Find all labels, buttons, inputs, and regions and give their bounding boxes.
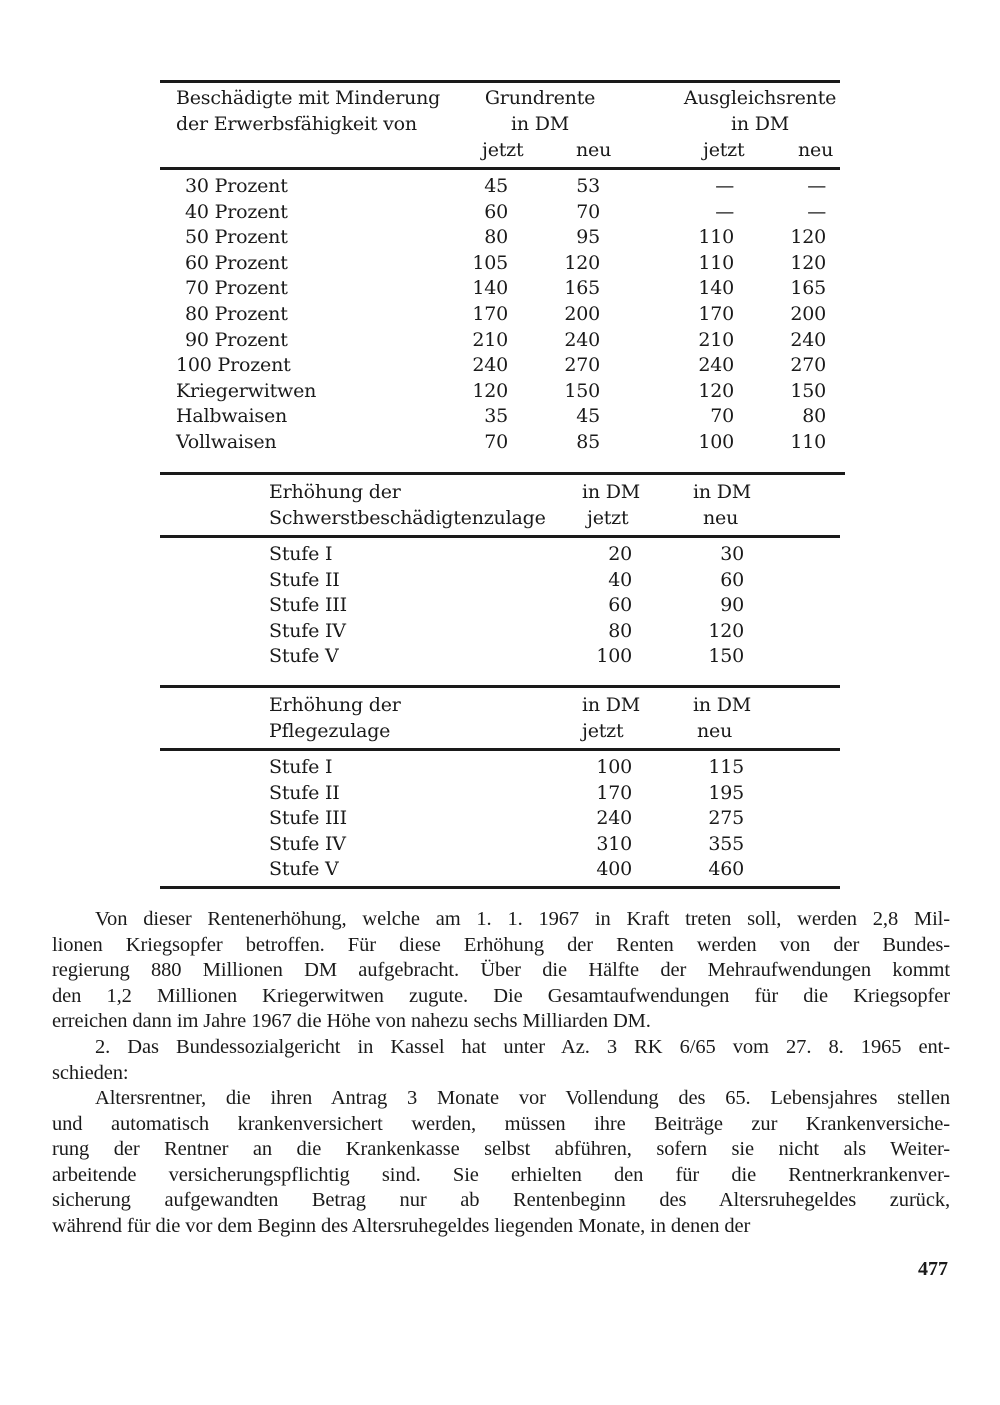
row-label: Stufe IV bbox=[269, 619, 346, 642]
cell-grundrente-neu: 45 bbox=[576, 405, 600, 428]
text-line: schieden: bbox=[52, 1061, 129, 1084]
cell-jetzt: 100 bbox=[596, 756, 632, 778]
cell-grundrente-jetzt: 45 bbox=[484, 175, 508, 197]
table-row bbox=[0, 805, 1000, 831]
cell-jetzt: 20 bbox=[608, 543, 632, 565]
table-row bbox=[0, 250, 1000, 276]
header-grundrente-unit: in DM bbox=[510, 113, 570, 135]
cell-grundrente-jetzt: 80 bbox=[484, 226, 508, 249]
cell-ausgleichsrente-jetzt: 210 bbox=[698, 328, 734, 351]
cell-ausgleichsrente-neu: 110 bbox=[790, 431, 826, 453]
row-label: 50 Prozent bbox=[185, 226, 288, 249]
text-line: 2. Das Bundessozialgericht in Kassel hat unter Az. 3 RK 6/65 vom 27. 8. 1965 ent- bbox=[95, 1036, 950, 1058]
cell-jetzt: 80 bbox=[608, 619, 632, 642]
cell-grundrente-neu: 70 bbox=[576, 200, 600, 223]
cell-grundrente-neu: 95 bbox=[576, 226, 600, 249]
header-group-label-line2: der Erwerbsfähigkeit von bbox=[176, 113, 417, 135]
cell-neu: 150 bbox=[708, 645, 744, 667]
text-line: und automatisch krankenversichert werden, müssen ihre Beiträge zur Krankenversiche- bbox=[52, 1112, 950, 1135]
cell-jetzt: 310 bbox=[596, 832, 632, 855]
cell-jetzt: 400 bbox=[596, 858, 632, 880]
row-label: Vollwaisen bbox=[176, 431, 277, 453]
text-line: erreichen dann im Jahre 1967 die Höhe von nahezu sechs Milliarden DM. bbox=[52, 1010, 651, 1033]
table-row bbox=[0, 643, 1000, 669]
row-label: Stufe II bbox=[269, 568, 340, 591]
cell-ausgleichsrente-neu: 150 bbox=[790, 379, 826, 402]
table-row bbox=[0, 173, 1000, 199]
cell-grundrente-jetzt: 105 bbox=[472, 251, 508, 274]
table-row bbox=[0, 567, 1000, 593]
text-line: während für die vor dem Beginn des Altersruhegeldes liegenden Monate, in denen der bbox=[52, 1214, 751, 1237]
header-jetzt-unit: in DM bbox=[582, 694, 641, 716]
paragraph-altersrentner bbox=[52, 1086, 950, 1240]
table-row bbox=[0, 301, 1000, 327]
cell-ausgleichsrente-neu: — bbox=[807, 200, 826, 223]
cell-grundrente-jetzt: 240 bbox=[472, 354, 508, 377]
header-label-line1: Erhöhung der bbox=[269, 481, 401, 503]
row-label: Kriegerwitwen bbox=[176, 379, 317, 402]
cell-neu: 195 bbox=[708, 781, 744, 804]
cell-grundrente-jetzt: 170 bbox=[472, 303, 508, 325]
cell-ausgleichsrente-jetzt: 70 bbox=[710, 405, 734, 428]
cell-grundrente-neu: 120 bbox=[564, 251, 600, 274]
cell-jetzt: 100 bbox=[596, 645, 632, 667]
cell-ausgleichsrente-neu: 200 bbox=[790, 303, 826, 325]
header-label-line1: Erhöhung der bbox=[269, 694, 401, 716]
header-ausgleichsrente: Ausgleichsrente bbox=[683, 87, 837, 109]
header-jetzt: jetzt bbox=[587, 507, 629, 529]
cell-neu: 275 bbox=[708, 807, 744, 829]
cell-neu: 460 bbox=[708, 858, 744, 880]
cell-grundrente-neu: 270 bbox=[564, 354, 600, 377]
cell-ausgleichsrente-jetzt: — bbox=[715, 175, 734, 197]
table-row bbox=[0, 754, 1000, 780]
row-label: 80 Prozent bbox=[185, 303, 288, 325]
header-neu: neu bbox=[703, 507, 739, 529]
cell-ausgleichsrente-jetzt: 120 bbox=[698, 379, 734, 402]
cell-neu: 90 bbox=[720, 594, 744, 616]
row-label: Stufe IV bbox=[269, 832, 346, 855]
row-label: 70 Prozent bbox=[185, 277, 288, 300]
table-row bbox=[0, 199, 1000, 225]
cell-neu: 120 bbox=[708, 619, 744, 642]
table-header-rule bbox=[160, 167, 840, 170]
cell-grundrente-neu: 150 bbox=[564, 379, 600, 402]
cell-ausgleichsrente-jetzt: 100 bbox=[698, 431, 734, 453]
cell-ausgleichsrente-jetzt: 110 bbox=[698, 251, 734, 274]
row-label: Stufe V bbox=[269, 645, 339, 667]
text-line: rung der Rentner an die Krankenkasse selbst abführen, sofern sie nicht als Weiter- bbox=[52, 1138, 950, 1161]
cell-ausgleichsrente-jetzt: 110 bbox=[698, 226, 734, 249]
header-jetzt: jetzt bbox=[582, 720, 624, 742]
cell-ausgleichsrente-jetzt: — bbox=[715, 200, 734, 223]
header-label-line2: Schwerstbeschädigtenzulage bbox=[269, 507, 546, 529]
row-label: 100 Prozent bbox=[176, 354, 291, 377]
header-grundrente-neu: neu bbox=[576, 139, 612, 161]
cell-grundrente-neu: 85 bbox=[576, 431, 600, 453]
header-grundrente: Grundrente bbox=[484, 87, 596, 109]
cell-grundrente-jetzt: 140 bbox=[472, 277, 508, 300]
header-grundrente-jetzt: jetzt bbox=[482, 139, 524, 161]
header-neu-unit: in DM bbox=[693, 694, 752, 716]
table-bottom-rule bbox=[160, 685, 840, 688]
page-number: 477 bbox=[918, 1258, 948, 1280]
cell-ausgleichsrente-neu: 165 bbox=[790, 277, 826, 300]
header-label-line2: Pflegezulage bbox=[269, 720, 391, 742]
cell-neu: 60 bbox=[720, 568, 744, 591]
cell-ausgleichsrente-neu: — bbox=[807, 175, 826, 197]
table-row bbox=[0, 541, 1000, 567]
text-line: Altersrentner, die ihren Antrag 3 Monate vor Vollendung des 65. Lebensjahres stellen bbox=[95, 1087, 950, 1109]
cell-ausgleichsrente-neu: 80 bbox=[802, 405, 826, 428]
cell-grundrente-jetzt: 35 bbox=[484, 405, 508, 428]
table-header-rule bbox=[160, 748, 840, 751]
header-jetzt-unit: in DM bbox=[582, 481, 641, 503]
cell-ausgleichsrente-neu: 120 bbox=[790, 226, 826, 249]
table-row bbox=[0, 275, 1000, 301]
table-row bbox=[0, 327, 1000, 353]
text-line: sicherung aufgewandten Betrag nur ab Rentenbeginn des Altersruhegeldes zurück, bbox=[52, 1189, 950, 1212]
row-label: 40 Prozent bbox=[185, 200, 288, 223]
header-ausgleichsrente-unit: in DM bbox=[730, 113, 790, 135]
cell-grundrente-jetzt: 210 bbox=[472, 328, 508, 351]
table-row bbox=[0, 831, 1000, 857]
row-label: 30 Prozent bbox=[185, 175, 288, 197]
table-row bbox=[0, 780, 1000, 806]
cell-grundrente-neu: 200 bbox=[564, 303, 600, 325]
cell-ausgleichsrente-jetzt: 170 bbox=[698, 303, 734, 325]
cell-ausgleichsrente-jetzt: 140 bbox=[698, 277, 734, 300]
cell-jetzt: 60 bbox=[608, 594, 632, 616]
table-top-rule bbox=[160, 80, 840, 83]
text-line: arbeitende versicherungspflichtig sind. Sie erhielten den für die Rentnerkrankenver- bbox=[52, 1163, 950, 1186]
cell-jetzt: 170 bbox=[596, 781, 632, 804]
cell-jetzt: 240 bbox=[596, 807, 632, 829]
row-label: Halbwaisen bbox=[176, 405, 288, 428]
cell-neu: 355 bbox=[708, 832, 744, 855]
table-bottom-rule bbox=[160, 472, 845, 475]
text-line: den 1,2 Millionen Kriegerwitwen zugute. Die Gesamtaufwendungen für die Kriegsopfer bbox=[52, 984, 950, 1007]
row-label: Stufe I bbox=[269, 543, 333, 565]
cell-grundrente-jetzt: 120 bbox=[472, 379, 508, 402]
cell-ausgleichsrente-neu: 240 bbox=[790, 328, 826, 351]
row-label: Stufe V bbox=[269, 858, 339, 880]
table-row bbox=[0, 378, 1000, 404]
paragraph-bundessozialgericht bbox=[52, 1035, 950, 1086]
table-row bbox=[0, 429, 1000, 455]
header-neu-unit: in DM bbox=[693, 481, 752, 503]
cell-ausgleichsrente-neu: 270 bbox=[790, 354, 826, 377]
cell-grundrente-neu: 53 bbox=[576, 175, 600, 197]
header-ausgleichsrente-jetzt: jetzt bbox=[703, 139, 745, 161]
table-bottom-rule bbox=[160, 886, 840, 889]
cell-grundrente-neu: 240 bbox=[564, 328, 600, 351]
text-line: Von dieser Rentenerhöhung, welche am 1. 1. 1967 in Kraft treten soll, werden 2,8 Mil- bbox=[95, 908, 950, 930]
row-label: Stufe III bbox=[269, 594, 347, 616]
header-ausgleichsrente-neu: neu bbox=[798, 139, 834, 161]
cell-ausgleichsrente-neu: 120 bbox=[790, 251, 826, 274]
row-label: Stufe I bbox=[269, 756, 333, 778]
table-row bbox=[0, 592, 1000, 618]
row-label: Stufe II bbox=[269, 781, 340, 804]
table-row bbox=[0, 224, 1000, 250]
header-neu: neu bbox=[697, 720, 733, 742]
header-group-label-line1: Beschädigte mit Minderung bbox=[176, 87, 441, 109]
table-header-rule bbox=[160, 535, 840, 538]
cell-jetzt: 40 bbox=[608, 568, 632, 591]
cell-grundrente-jetzt: 70 bbox=[484, 431, 508, 453]
paragraph-kriegsopfer bbox=[52, 907, 950, 1035]
cell-ausgleichsrente-jetzt: 240 bbox=[698, 354, 734, 377]
cell-neu: 115 bbox=[708, 756, 744, 778]
table-row bbox=[0, 352, 1000, 378]
cell-grundrente-neu: 165 bbox=[564, 277, 600, 300]
text-line: regierung 880 Millionen DM aufgebracht. Über die Hälfte der Mehraufwendungen kommt bbox=[52, 959, 950, 982]
cell-neu: 30 bbox=[720, 543, 744, 565]
table-row bbox=[0, 403, 1000, 429]
cell-grundrente-jetzt: 60 bbox=[484, 200, 508, 223]
row-label: Stufe III bbox=[269, 807, 347, 829]
table-row bbox=[0, 856, 1000, 882]
text-line: lionen Kriegsopfer betroffen. Für diese Erhöhung der Renten werden von der Bundes- bbox=[52, 933, 950, 956]
table-row bbox=[0, 618, 1000, 644]
row-label: 60 Prozent bbox=[185, 251, 288, 274]
row-label: 90 Prozent bbox=[185, 328, 288, 351]
